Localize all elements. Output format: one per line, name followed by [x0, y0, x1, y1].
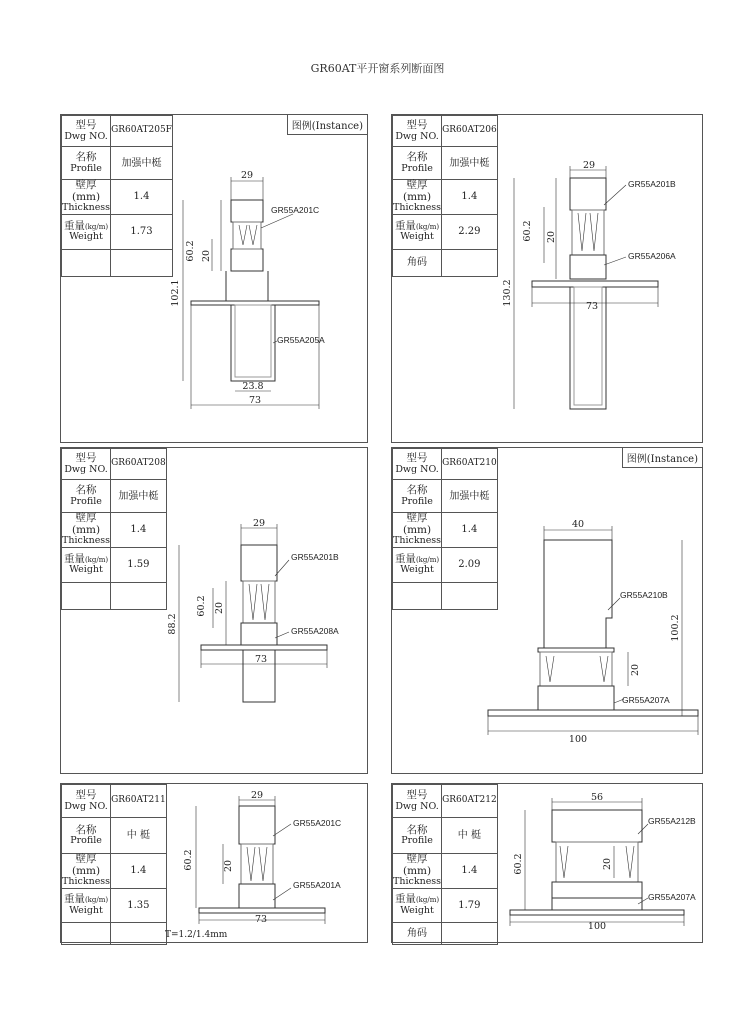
- part-label: GR55A201A: [293, 880, 341, 890]
- weight-label-en: Weight: [400, 564, 434, 576]
- thickness-label-en: Thickness: [393, 202, 442, 214]
- dwg-value: GR60AT210: [442, 449, 498, 480]
- thickness-label: 壁厚: [75, 853, 97, 865]
- dwg-label: 型号: [75, 789, 97, 801]
- weight-value: 2.09: [442, 547, 498, 582]
- thickness-label: 壁厚: [75, 179, 97, 191]
- weight-label-en: Weight: [69, 231, 103, 243]
- instance-label: 图例(Instance): [287, 114, 368, 135]
- dim-top-width: 56: [590, 792, 604, 803]
- weight-unit: (kg/m): [84, 555, 109, 564]
- dim-height-2: 20: [214, 601, 225, 615]
- profile-label: 名称: [406, 151, 428, 163]
- dwg-label-en: Dwg NO.: [64, 800, 108, 812]
- dim-top-width: 29: [252, 518, 266, 529]
- dwg-value: GR60AT212: [442, 785, 498, 818]
- thickness-unit: (mm): [402, 190, 432, 203]
- thickness-value: 1.4: [111, 854, 167, 889]
- dim-width: 73: [254, 914, 268, 925]
- part-label: GR55A201C: [293, 818, 342, 828]
- weight-value: 1.59: [111, 547, 167, 582]
- dim-top-width: 40: [571, 519, 585, 530]
- part-label: GR55A201C: [271, 205, 320, 215]
- dim-height-2: 20: [630, 663, 641, 677]
- thickness-unit: (mm): [71, 190, 101, 203]
- profile-label-en: Profile: [401, 495, 433, 507]
- profile-value: 中 梃: [442, 818, 498, 854]
- thickness-value: 1.4: [442, 180, 498, 215]
- weight-unit: (kg/m): [84, 896, 109, 905]
- thickness-label: 壁厚: [75, 512, 97, 524]
- part-label: GR55A201B: [628, 179, 676, 189]
- dwg-label: 型号: [406, 789, 428, 801]
- dim-total-height: 102.1: [170, 279, 181, 307]
- weight-label-en: Weight: [400, 231, 434, 243]
- dim-height-2: 20: [602, 857, 613, 871]
- weight-label-en: Weight: [400, 904, 434, 916]
- profile-label-en: Profile: [70, 495, 102, 507]
- thickness-label: 壁厚: [406, 853, 428, 865]
- part-label: GR55A210B: [620, 590, 668, 600]
- dim-width: 73: [254, 654, 268, 665]
- dim-height-1: 60.2: [522, 220, 533, 242]
- thickness-label-en: Thickness: [393, 535, 442, 547]
- thickness-label-en: Thickness: [62, 876, 111, 888]
- thickness-value: 1.4: [442, 513, 498, 548]
- dwg-label-en: Dwg NO.: [64, 463, 108, 475]
- weight-label-en: Weight: [69, 904, 103, 916]
- profile-card-212: [391, 783, 703, 943]
- profile-drawing: [392, 115, 704, 444]
- profile-value: 加强中梃: [111, 147, 173, 180]
- dim-width: 100: [568, 734, 588, 745]
- dim-height-1: 60.2: [185, 240, 196, 262]
- weight-label-en: Weight: [69, 564, 103, 576]
- dwg-value: GR60AT211: [111, 785, 167, 818]
- thickness-label-en: Thickness: [62, 535, 111, 547]
- profile-label: 名称: [75, 151, 97, 163]
- dim-height-2: 20: [223, 859, 234, 873]
- weight-label: 重量: [394, 893, 416, 906]
- profile-card-205f: [60, 114, 368, 443]
- thickness-label-en: Thickness: [393, 876, 442, 888]
- dim-height-2: 20: [201, 249, 212, 263]
- weight-label: 重量: [394, 219, 416, 232]
- weight-label: 重量: [63, 219, 85, 232]
- dim-total-height: 100.2: [670, 614, 681, 642]
- instance-label: 图例(Instance): [622, 447, 703, 468]
- profile-label-en: Profile: [70, 162, 102, 174]
- dwg-label-en: Dwg NO.: [395, 800, 439, 812]
- part-label: GR55A201B: [291, 552, 339, 562]
- corner-label: 角码: [393, 249, 442, 276]
- thickness-label: 壁厚: [406, 179, 428, 191]
- dwg-label: 型号: [75, 452, 97, 464]
- dim-height-2: 20: [546, 230, 557, 244]
- dim-total-height: 88.2: [167, 613, 178, 635]
- profile-card-208: [60, 447, 368, 774]
- profile-drawing: [61, 115, 369, 444]
- part-label: GR55A207A: [622, 695, 670, 705]
- thickness-unit: (mm): [402, 523, 432, 536]
- profile-card-211: [60, 783, 368, 943]
- corner-label: 角码: [393, 922, 442, 944]
- profile-value: 中 梃: [111, 818, 167, 854]
- part-label: GR55A207A: [648, 892, 696, 902]
- dwg-label-en: Dwg NO.: [395, 130, 439, 142]
- profile-label: 名称: [75, 484, 97, 496]
- profile-label: 名称: [75, 823, 97, 836]
- dim-height-1: 60.2: [183, 849, 194, 871]
- profile-card-210: [391, 447, 703, 774]
- weight-label: 重量: [63, 893, 85, 906]
- dim-total-height: 130.2: [502, 279, 513, 307]
- profile-value: 加强中梃: [442, 480, 498, 513]
- weight-unit: (kg/m): [84, 222, 109, 231]
- part-label: GR55A208A: [291, 626, 339, 636]
- dwg-label-en: Dwg NO.: [395, 463, 439, 475]
- dim-width: 73: [585, 301, 599, 312]
- profile-drawing: [392, 448, 704, 775]
- part-label: GR55A212B: [648, 816, 696, 826]
- part-label: GR55A206A: [628, 251, 676, 261]
- profile-drawing: [61, 448, 369, 775]
- dim-height-1: 60.2: [196, 595, 207, 617]
- profile-label: 名称: [406, 823, 428, 836]
- thickness-unit: (mm): [71, 523, 101, 536]
- weight-unit: (kg/m): [415, 222, 440, 231]
- weight-label: 重量: [63, 552, 85, 565]
- dim-top-width: 29: [240, 170, 254, 181]
- profile-label-en: Profile: [401, 835, 433, 847]
- dim-inner-width: 23.8: [242, 381, 264, 392]
- dwg-label: 型号: [406, 119, 428, 131]
- weight-value: 1.73: [111, 214, 173, 249]
- dim-height-1: 60.2: [513, 853, 524, 875]
- profile-drawing: [392, 784, 704, 944]
- weight-value: 1.79: [442, 888, 498, 922]
- dwg-label-en: Dwg NO.: [64, 130, 108, 142]
- thickness-value: 1.4: [111, 513, 167, 548]
- weight-unit: (kg/m): [415, 896, 440, 905]
- dim-top-width: 29: [250, 790, 264, 801]
- profile-card-206: [391, 114, 703, 443]
- dwg-value: GR60AT208: [111, 449, 167, 480]
- weight-value: 2.29: [442, 214, 498, 249]
- profile-value: 加强中梃: [111, 480, 167, 513]
- thickness-value: 1.4: [442, 854, 498, 889]
- dwg-value: GR60AT205F: [111, 116, 173, 147]
- thickness-value: 1.4: [111, 180, 173, 215]
- dim-width: 73: [248, 395, 262, 406]
- profile-drawing: [61, 784, 369, 944]
- thickness-note: T=1.2/1.4mm: [165, 930, 228, 940]
- thickness-unit: (mm): [71, 864, 101, 877]
- profile-label-en: Profile: [70, 835, 102, 847]
- thickness-unit: (mm): [402, 864, 432, 877]
- profile-label-en: Profile: [401, 162, 433, 174]
- thickness-label: 壁厚: [406, 512, 428, 524]
- dwg-label: 型号: [406, 452, 428, 464]
- dim-width: 100: [587, 921, 607, 932]
- page-title: GR60AT平开窗系列断面图: [310, 62, 445, 75]
- profile-label: 名称: [406, 484, 428, 496]
- dwg-label: 型号: [75, 119, 97, 131]
- dim-top-width: 29: [582, 160, 596, 171]
- dwg-value: GR60AT206: [442, 116, 498, 147]
- thickness-label-en: Thickness: [62, 202, 111, 214]
- profile-value: 加强中梃: [442, 147, 498, 180]
- weight-unit: (kg/m): [415, 555, 440, 564]
- weight-label: 重量: [394, 552, 416, 565]
- part-label: GR55A205A: [277, 335, 325, 345]
- weight-value: 1.35: [111, 888, 167, 922]
